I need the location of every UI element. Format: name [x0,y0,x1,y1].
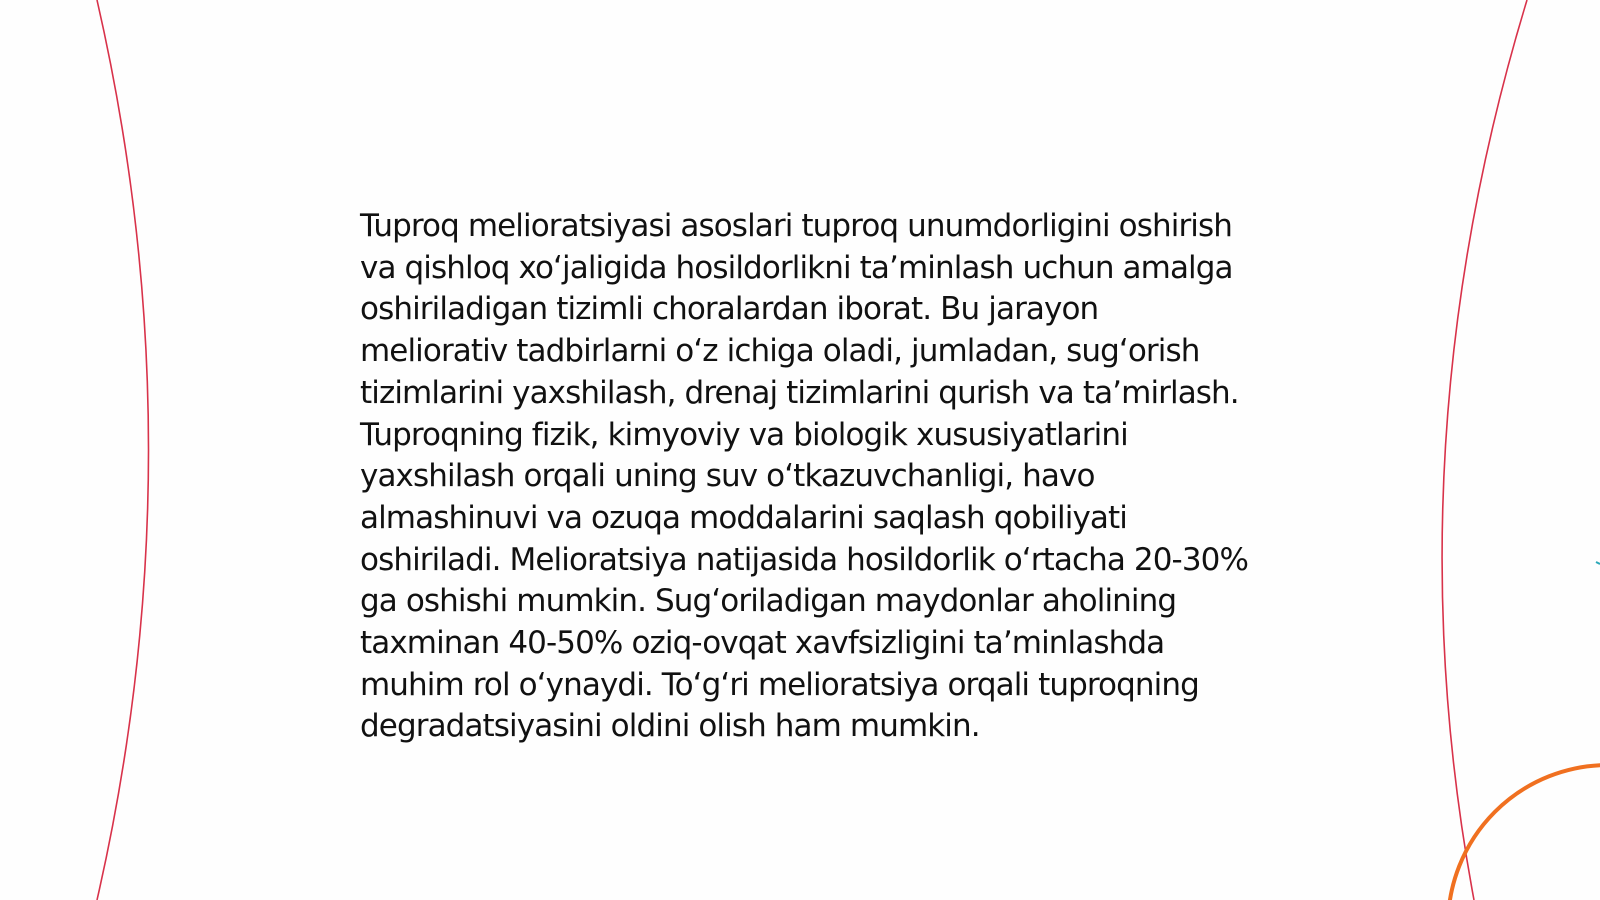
right-curve-decoration [1442,0,1527,900]
left-curve-decoration [97,0,149,900]
teal-accent-mark [1596,562,1600,564]
body-paragraph: Tuproq melioratsiyasi asoslari tuproq unumdorligini oshirish va qishloq xo‘jaligida hosildorlikni ta’minlash uchun amalga oshiriladigan tizimli choralardan iborat. Bu jarayon meliorativ tadbirlarni o‘z ichiga oladi, jumladan, sug‘orish tizimlarini yaxshilash, drenaj tizimlarini qurish va ta’mirlash. Tuproqning fizik, kimyoviy va biologik xususiyatlarini yaxshilash orqali uning suv o‘tkazuvchanligi, havo almashinuvi va ozuqa moddalarini saqlash qobiliyati oshiriladi. Melioratsiya natijasida hosildorlik o‘rtacha 20-30% ga oshishi mumkin. Sug‘oriladigan maydonlar aholining taxminan 40-50% oziq-ovqat xavfsizligini ta’minlashda muhim rol o‘ynaydi. To‘g‘ri melioratsiya orqali tuproqning degradatsiyasini oldini olish ham mumkin. [360,208,1249,745]
